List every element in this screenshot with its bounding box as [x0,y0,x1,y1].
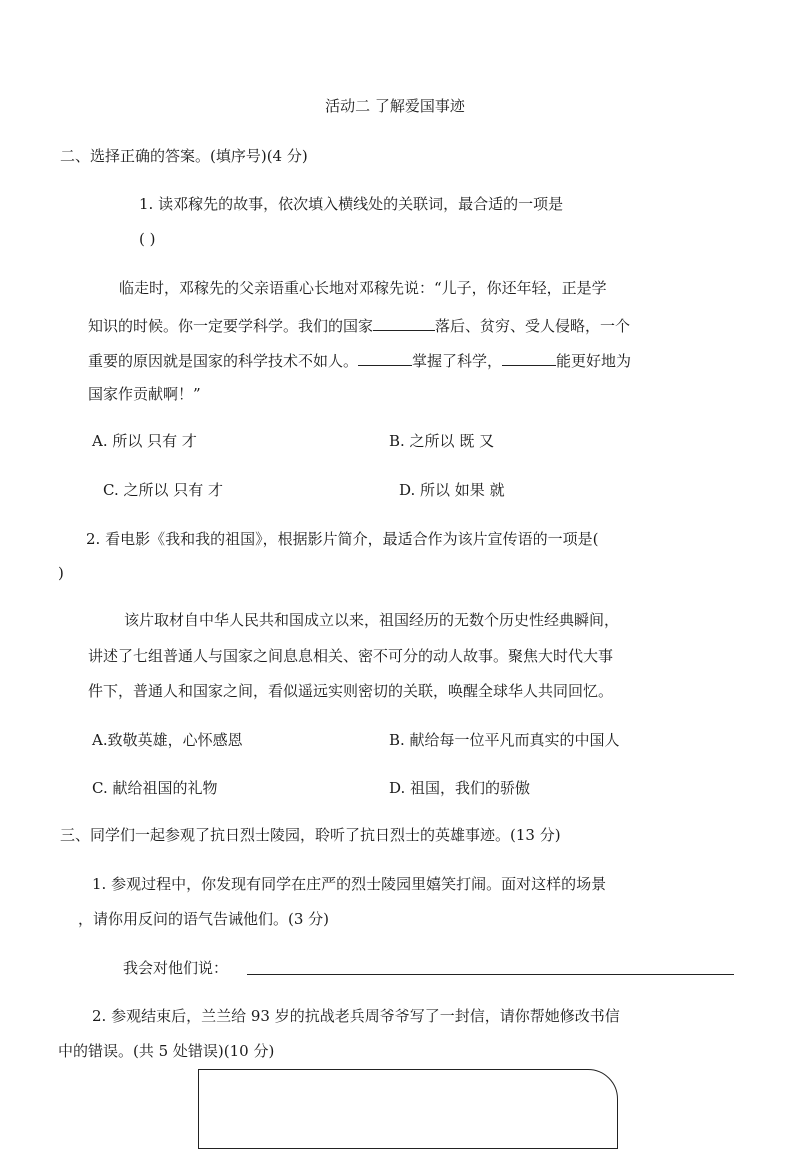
q1-passage-line-3 [88,349,631,371]
q1-passage-line-1: 临走时，邓稼先的父亲语重心长地对邓稼先说：“儿子，你还年轻，正是学 [119,279,607,297]
q1-passage-line-2a: 知识的时候。你一定要学科学。我们的国家 [88,317,374,335]
q1-option-b[interactable]: B. 之所以 既 又 [389,432,495,450]
section2-heading: 二、选择正确的答案。(填序号)(4 分) [60,147,308,165]
q1-passage-line-3a: 重要的原因就是国家的科学技术不如人。 [88,352,359,370]
q1-blank-3[interactable] [502,349,556,366]
q1-answer-paren: ( ) [139,230,156,248]
q1-passage-line-4: 国家作贡献啊！” [88,385,201,403]
s3-q1-answer-label: 我会对他们说： [123,959,229,977]
q1-passage-line-3c: 能更好地为 [556,352,632,370]
q2-stem-end: ) [58,564,64,582]
page-title: 活动二 了解爱国事迹 [325,97,465,115]
q1-stem: 1. 读邓稼先的故事，依次填入横线处的关联词，最合适的一项是 [139,195,564,213]
letter-box [198,1069,618,1149]
q2-stem: 2. 看电影《我和我的祖国》，根据影片简介，最适合作为该片宣传语的一项是( [86,530,599,548]
q1-passage-line-2 [88,314,630,336]
s3-q2-line-2: 中的错误。(共 5 处错误)(10 分) [58,1042,275,1060]
q1-passage-line-3b: 掌握了科学， [412,352,503,370]
q2-option-a[interactable]: A.致敬英雄，心怀感恩 [92,731,243,749]
s3-q1-line-2: ，请你用反问的语气告诫他们。(3 分) [78,910,330,928]
q2-passage-line-3: 件下，普通人和国家之间，看似遥远实则密切的关联，唤醒全球华人共同回忆。 [88,682,614,700]
section3-heading: 三、同学们一起参观了抗日烈士陵园，聆听了抗日烈士的英雄事迹。(13 分) [60,826,561,844]
q1-blank-2[interactable] [358,349,412,366]
q1-option-a[interactable]: A. 所以 只有 才 [92,432,197,450]
s3-q1-line-1: 1. 参观过程中，你发现有同学在庄严的烈士陵园里嬉笑打闹。面对这样的场景 [92,875,607,893]
q2-passage-line-2: 讲述了七组普通人与国家之间息息相关、密不可分的动人故事。聚焦大时代大事 [88,647,614,665]
q1-passage-line-2b: 落后、贫穷、受人侵略，一个 [435,317,631,335]
q2-option-b[interactable]: B. 献给每一位平凡而真实的中国人 [389,731,620,749]
q2-passage-line-1: 该片取材自中华人民共和国成立以来，祖国经历的无数个历史性经典瞬间， [124,611,620,629]
q1-option-c[interactable]: C. 之所以 只有 才 [103,481,224,499]
q2-option-c[interactable]: C. 献给祖国的礼物 [92,779,218,797]
q1-option-d[interactable]: D. 所以 如果 就 [399,481,505,499]
s3-q2-line-1: 2. 参观结束后，兰兰给 93 岁的抗战老兵周爷爷写了一封信，请你帮她修改书信 [92,1007,620,1025]
q2-option-d[interactable]: D. 祖国，我们的骄傲 [389,779,531,797]
s3-q1-answer-line[interactable] [247,974,734,975]
q1-blank-1[interactable] [373,314,435,331]
